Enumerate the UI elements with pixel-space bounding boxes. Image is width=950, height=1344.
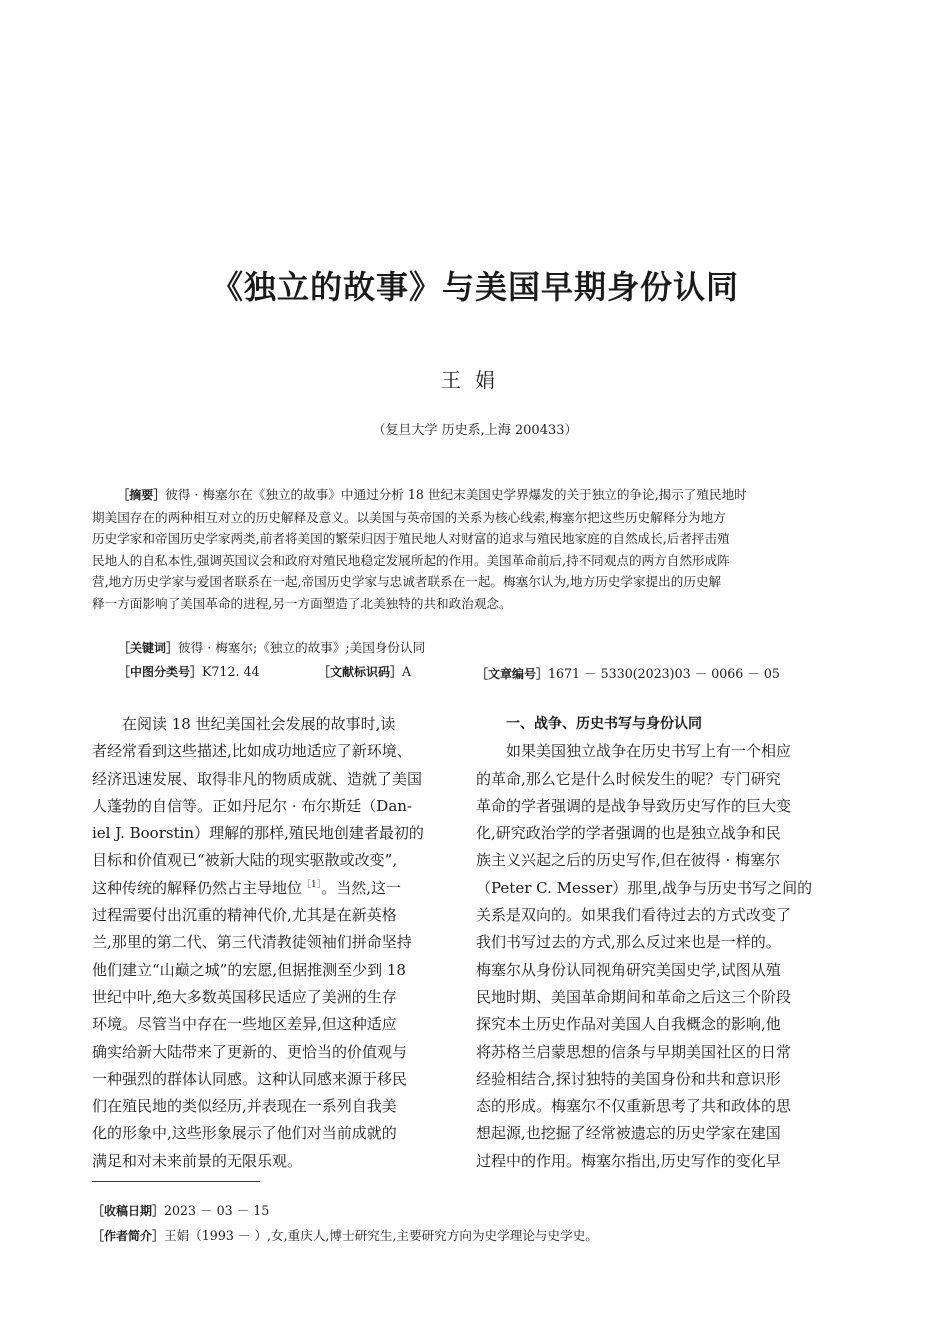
- body-line: 目标和价值观已“被新大陆的现实驱散或改变”,: [92, 851, 398, 870]
- body-line: 探究本土历史作品对美国人自我概念的影响,他: [476, 1015, 781, 1034]
- body-line: 这种传统的解释仍然占主导地位$^{[1]}$。当然,这一: [92, 878, 402, 897]
- body-line: 想起源,也挖掘了经常被遗忘的历史学家在建国: [476, 1124, 781, 1143]
- abstract-line: 释一方面影响了美国革命的进程,另一方面塑造了北美独特的共和政治观念。: [92, 595, 512, 611]
- citation-ref[interactable]: ［1］: [302, 879, 322, 890]
- abstract-line: 历史学家和帝国历史学家两类,前者将美国的繁荣归因于殖民地人对财富的追求与殖民地家庭的自然成长,后者抨击殖: [92, 531, 730, 546]
- body-line: 他们建立“山巅之城”的宏愿,但据推测至少到 18: [92, 960, 406, 979]
- body-right-column: [476, 711, 842, 1175]
- body-line: （Peter C. Messer）那里,战争与历史书写之间的: [476, 878, 813, 897]
- body-line: 们在殖民地的类似经历,并表现在一系列自我美: [92, 1097, 397, 1116]
- body-line: iel J. Boorstin）理解的那样,殖民地创建者最初的: [92, 824, 424, 843]
- paper-title: 《独立的故事》与美国早期身份认同: [210, 268, 739, 306]
- body-line: 关系是双向的。如果我们看待过去的方式改变了: [476, 906, 792, 925]
- abstract-label: ［摘要］: [117, 488, 166, 502]
- abstract-line: 期美国存在的两种相互对立的历史解释及意义。以美国与英帝国的关系为核心线索,梅塞尔把这些历史解释分为地方: [92, 509, 726, 525]
- classification-number: ［中图分类号］K712. 44: [118, 664, 260, 679]
- keywords-label: ［关键词］: [118, 641, 179, 655]
- received-date: ［收稿日期］2023 － 03 － 15: [92, 1203, 270, 1218]
- document-code: ［文献标识码］A: [318, 664, 412, 679]
- body-line: 民地时期、美国革命期间和革命之后这三个阶段: [476, 987, 792, 1006]
- keywords: [118, 637, 425, 656]
- author-introduction: ［作者简介］王娟（1993 － ）,女,重庆人,博士研究生,主要研究方向为史学理论与史学史。: [92, 1228, 598, 1243]
- abstract: [92, 484, 834, 614]
- body-line: 世纪中叶,绝大多数英国移民适应了美洲的生存: [92, 987, 397, 1006]
- body-line: 环境。尽管当中存在一些地区差异,但这种适应: [92, 1015, 397, 1034]
- body-line: 在阅读 18 世纪美国社会发展的故事时,读: [122, 715, 396, 733]
- body-line: 化的形象中,这些形象展示了他们对当前成就的: [92, 1124, 397, 1143]
- body-line: 过程需要付出沉重的精神代价,尤其是在新英格: [92, 906, 397, 925]
- body-line: 我们书写过去的方式,那么反过来也是一样的。: [476, 933, 781, 952]
- body-line: 经济迅速发展、取得非凡的物质成就、造就了美国: [92, 769, 423, 788]
- body-line: 满足和对未来前景的无限乐观。: [92, 1151, 303, 1170]
- author-affiliation: （复旦大学 历史系,上海 200433）: [372, 423, 578, 438]
- body-line: 族主义兴起之后的历史写作,但在彼得 · 梅塞尔: [476, 851, 781, 870]
- body-line: 革命的学者强调的是战争导致历史写作的巨大变: [476, 796, 792, 815]
- abstract-line: ［摘要］彼得 · 梅塞尔在《独立的故事》中通过分析 18 世纪末美国史学界爆发的关于独立的争论,揭示了殖民地时: [117, 487, 747, 502]
- abstract-line: 民地人的自私本性,强调英国议会和政府对殖民地稳定发展所起的作用。美国革命前后,持不同观点的两方自然形成阵: [92, 552, 730, 568]
- body-line: 一种强烈的群体认同感。这种认同感来源于移民: [92, 1069, 408, 1088]
- body-line: 态的形成。梅塞尔不仅重新思考了共和政体的思: [476, 1097, 792, 1116]
- body-line: 者经常看到这些描述,比如成功地适应了新环境、: [92, 742, 412, 761]
- author-name: 王娟: [441, 368, 509, 392]
- body-left-column: [92, 711, 458, 1175]
- article-number: ［文章编号］1671 － 5330(2023)03 － 0066 － 05: [476, 666, 780, 681]
- abstract-line: 营,地方历史学家与爱国者联系在一起,帝国历史学家与忠诚者联系在一起。梅塞尔认为,地方历史学家提出的历史解: [92, 574, 722, 589]
- body-line: 过程中的作用。梅塞尔指出,历史写作的变化早: [476, 1151, 781, 1170]
- body-line: 的革命,那么它是什么时候发生的呢？专门研究: [476, 769, 781, 788]
- body-line: 将苏格兰启蒙思想的信条与早期美国社区的日常: [476, 1042, 792, 1061]
- keywords-value: 彼得 · 梅塞尔;《独立的故事》;美国身份认同: [178, 640, 426, 655]
- section-heading: 一、战争、历史书写与身份认同: [506, 716, 702, 732]
- body-line: 化,研究政治学的学者强调的也是独立战争和民: [476, 824, 781, 843]
- body-line: 确实给新大陆带来了更新的、更恰当的价值观与: [92, 1042, 408, 1061]
- body-line: 如果美国独立战争在历史书写上有一个相应: [506, 742, 792, 761]
- body-line: 梅塞尔从身份认同视角研究美国史学,试图从殖: [476, 960, 781, 979]
- body-line: 人蓬勃的自信等。正如丹尼尔 · 布尔斯廷（Dan-: [92, 796, 413, 815]
- footnote-divider: [92, 1181, 260, 1182]
- body-line: 兰,那里的第二代、第三代清教徒领袖们拼命坚持: [92, 933, 412, 952]
- body-line: 经验相结合,探讨独特的美国身份和共和意识形: [476, 1069, 781, 1088]
